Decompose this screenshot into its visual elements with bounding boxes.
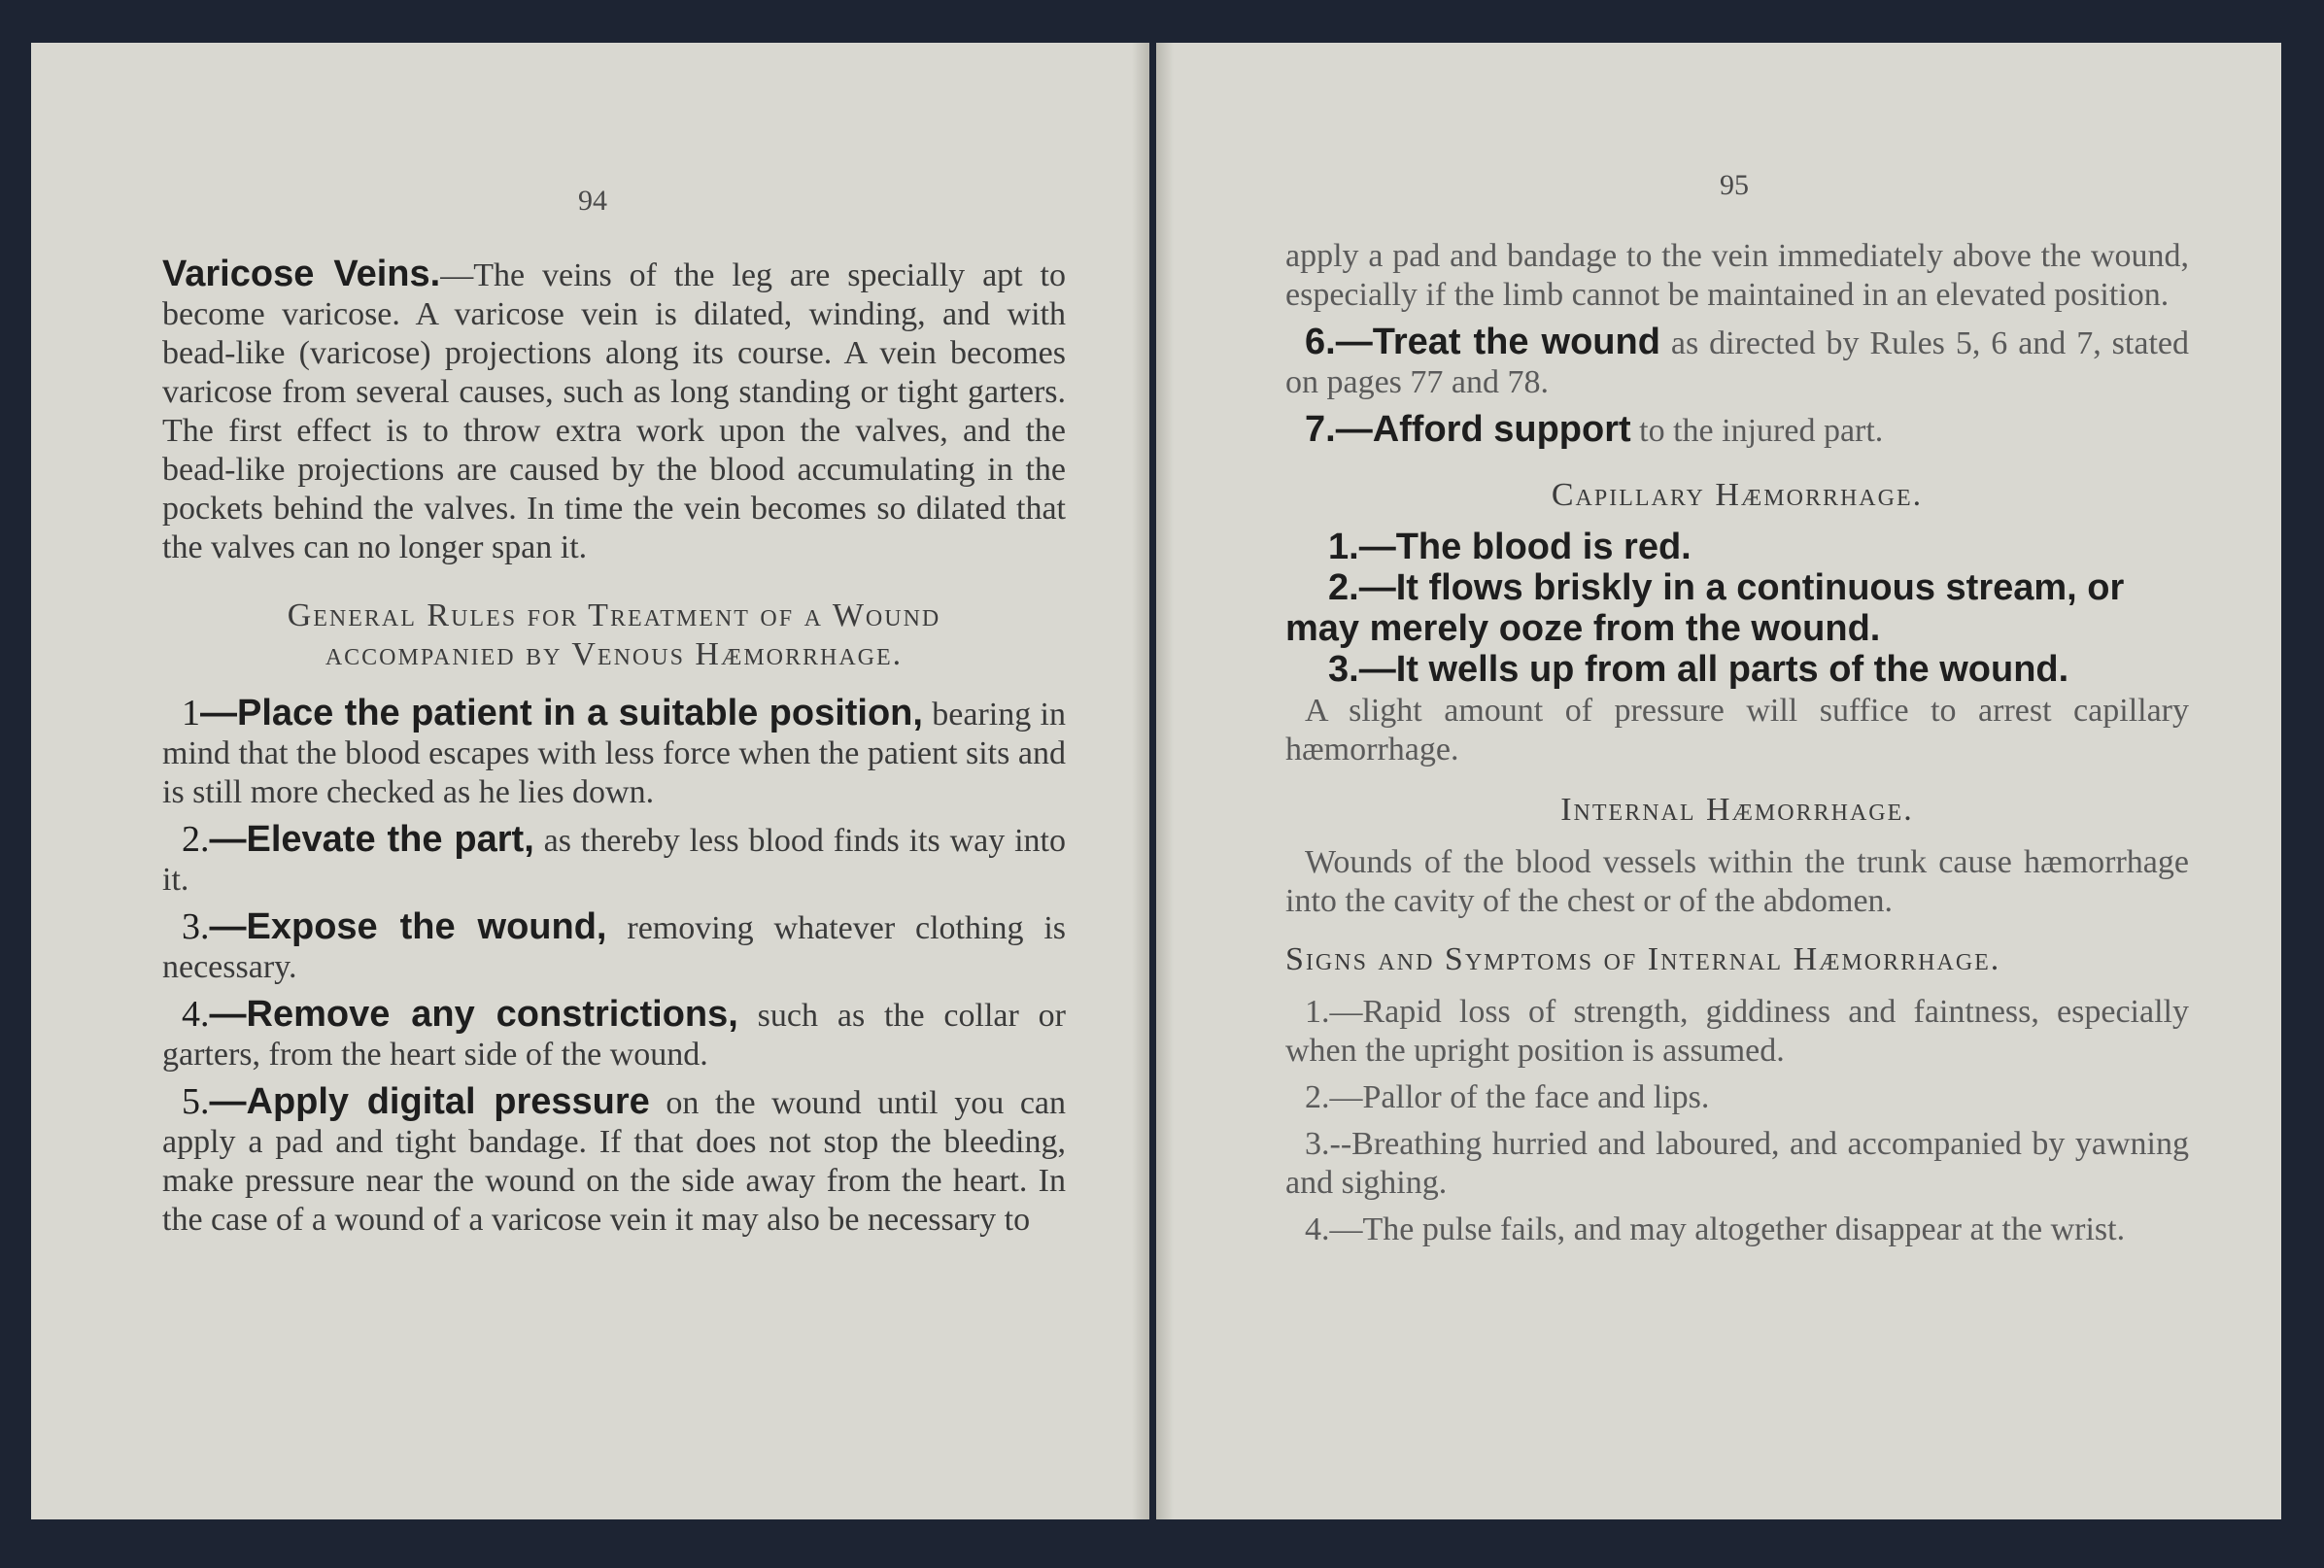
page-number: 94 xyxy=(578,185,607,217)
rule-text: as thereby less blood finds its way into it. xyxy=(162,823,1066,898)
intro-text: —The veins of the leg are specially apt to become varicose. A varicose vein is dilated, winding, and with bead-like (varicose) projections along its course. A vein becomes varicose from several causes, such as long standing or tight garters. The first effect is to throw extra work upon the valves, and the bead-like projections are caused by the blood accumulating in the pockets behind the valves. In time the vein becomes so dilated that the valves can no longer span it. xyxy=(162,257,1067,565)
rule-lead: —Remove any constrictions, xyxy=(209,994,738,1035)
general-rules-heading xyxy=(162,597,1066,674)
right-text-block xyxy=(1285,237,2189,1257)
rule-item xyxy=(162,694,1066,812)
continuation-paragraph: apply a pad and bandage to the vein immediately above the wound, especially if the limb cannot be maintained in an elevated position. xyxy=(1285,238,2189,313)
rule-lead: —Treat the wound xyxy=(1335,322,1660,362)
point-text: —It wells up from all parts of the wound. xyxy=(1358,649,2069,690)
right-gutter-shadow xyxy=(1156,43,1174,1519)
sign-item xyxy=(1285,1125,2189,1203)
right-page xyxy=(1156,43,2281,1519)
rule-text: to the injured part. xyxy=(1630,413,1884,449)
point-text: —It flows briskly in a continuous stream, or may merely ooze from the wound. xyxy=(1285,567,2125,649)
sign-number: 1. xyxy=(1305,994,1330,1030)
rule-item xyxy=(1285,323,2189,402)
point-number: 1. xyxy=(1328,527,1359,567)
rule-number: 3. xyxy=(182,906,210,947)
sign-item xyxy=(1285,1210,2189,1249)
rule-number: 1 xyxy=(182,693,200,733)
rule-text: such as the collar or garters, from the heart side of the wound. xyxy=(162,998,1066,1073)
heading-line-2: accompanied by Venous Hæmorrhage. xyxy=(325,636,904,672)
rule-number: 2. xyxy=(182,819,210,860)
sign-number: 2. xyxy=(1305,1079,1330,1115)
left-page xyxy=(31,43,1148,1519)
signs-heading: Signs and Symptoms of Internal Hæmorrhage. xyxy=(1285,941,2001,977)
rule-text: on the wound until you can apply a pad and tight bandage. If that does not stop the bleeding, make pressure near the wound on the side away from the heart. In the case of a wound of a varicose vein it may also be necessary to xyxy=(162,1085,1066,1238)
sign-text: —Rapid loss of strength, giddiness and faintness, especially when the upright position is assumed. xyxy=(1285,994,2189,1069)
point-number: 2. xyxy=(1328,567,1359,608)
rule-text: bearing in mind that the blood escapes with less force when the patient sits and is still more checked as he lies down. xyxy=(162,697,1066,810)
capillary-point xyxy=(1285,649,2189,690)
sign-text: —Pallor of the face and lips. xyxy=(1329,1079,1710,1115)
left-gutter-shadow xyxy=(1132,43,1149,1519)
point-number: 3. xyxy=(1328,649,1359,690)
page-number: 95 xyxy=(1720,169,1749,201)
rule-text: as directed by Rules 5, 6 and 7, stated on pages 77 and 78. xyxy=(1285,325,2189,400)
heading-line-1: General Rules for Treatment of a Wound xyxy=(287,597,941,633)
rule-number: 5. xyxy=(182,1081,210,1122)
rule-number: 7. xyxy=(1305,409,1336,450)
rule-item xyxy=(162,820,1066,900)
rule-item xyxy=(162,995,1066,1074)
sign-number: 3. xyxy=(1305,1126,1330,1162)
rule-lead: —Expose the wound, xyxy=(209,906,607,947)
capillary-heading: Capillary Hæmorrhage. xyxy=(1551,477,1924,513)
rule-lead: —Apply digital pressure xyxy=(209,1081,650,1122)
rule-item xyxy=(162,907,1066,987)
sign-number: 4. xyxy=(1305,1211,1330,1247)
capillary-note: A slight amount of pressure will suffice to arrest capillary hæmorrhage. xyxy=(1285,693,2189,767)
rule-text: removing whatever clothing is necessary. xyxy=(162,910,1066,985)
rule-item xyxy=(162,1082,1066,1240)
sign-text: --Breathing hurried and laboured, and accompanied by yawning and sighing. xyxy=(1285,1126,2189,1201)
sign-text: —The pulse fails, and may altogether disappear at the wrist. xyxy=(1329,1211,2126,1247)
rule-lead: —Afford support xyxy=(1335,409,1631,450)
intro-paragraph xyxy=(162,255,1066,567)
point-text: —The blood is red. xyxy=(1358,527,1692,567)
rule-lead: —Place the patient in a suitable position, xyxy=(200,693,923,733)
section-title-varicose-veins: Varicose Veins. xyxy=(162,254,441,294)
internal-paragraph: Wounds of the blood vessels within the trunk cause hæmorrhage into the cavity of the chest or of the abdomen. xyxy=(1285,844,2189,919)
sign-item xyxy=(1285,1078,2189,1117)
left-text-block xyxy=(162,255,1066,1247)
rule-lead: —Elevate the part, xyxy=(209,819,534,860)
rule-number: 6. xyxy=(1305,322,1336,362)
internal-heading: Internal Hæmorrhage. xyxy=(1560,792,1914,828)
capillary-point xyxy=(1285,527,2189,567)
rule-number: 4. xyxy=(182,994,210,1035)
rule-item xyxy=(1285,410,2189,451)
sign-item xyxy=(1285,993,2189,1071)
capillary-point xyxy=(1285,567,2189,649)
